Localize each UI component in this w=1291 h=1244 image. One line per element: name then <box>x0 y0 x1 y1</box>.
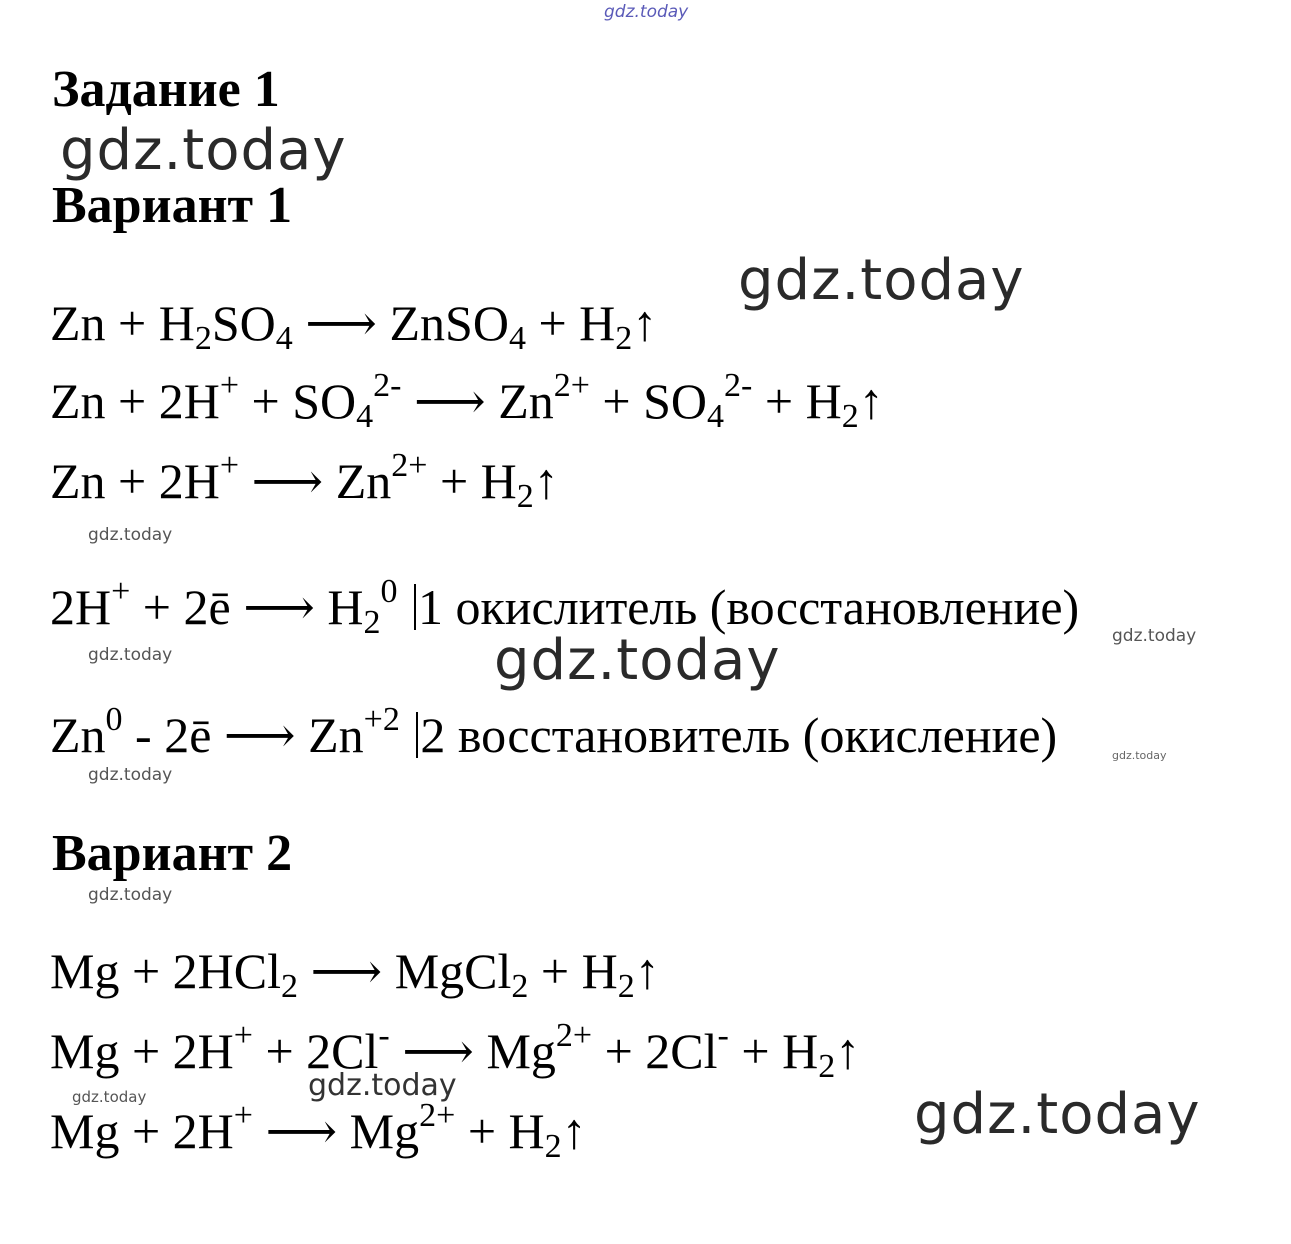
watermark-large-2: gdz.today <box>738 248 1025 313</box>
watermark-tiny-1: gdz.today <box>1112 749 1167 762</box>
variant2-molecular-equation: Mg + 2HCl$_2$ ⟶ MgCl$_2$ + $H_2↑$ <box>50 943 660 1005</box>
reduction-half-reaction: 2H+ + 2ē ⟶ $H_2^0$ 1 окислитель (восстановление) <box>50 573 1080 641</box>
watermark-large-4: gdz.today <box>914 1082 1201 1147</box>
watermark-large-1: gdz.today <box>60 118 347 183</box>
watermark-small-4: gdz.today <box>88 765 173 785</box>
balance-bar <box>414 584 416 630</box>
watermark-small-5: gdz.today <box>88 885 173 905</box>
watermark-top: gdz.today <box>604 2 689 22</box>
watermark-large-3: gdz.today <box>494 628 781 693</box>
watermark-small-3: gdz.today <box>1112 626 1197 646</box>
watermark-small-1: gdz.today <box>88 525 173 545</box>
variant-1-heading: Вариант 1 <box>52 177 293 234</box>
watermark-small-2: gdz.today <box>88 645 173 665</box>
variant2-full-ionic-equation: Mg + 2H+ + 2Cl- ⟶ $Mg^{2+} + 2Cl^-$ + $H_2↑$ <box>50 1017 861 1085</box>
variant2-short-ionic-equation: Mg + 2H+ ⟶ $Mg^{2+}$ + $H_2↑$ <box>50 1097 587 1165</box>
variant1-full-ionic-equation: $Zn + 2H^+ + SO_4^{2-}$ ⟶ $Zn^{2+} + SO_4^{2-}$ + $H_2↑$ <box>50 367 884 435</box>
variant-2-heading: Вариант 2 <box>52 825 293 882</box>
watermark-medium-1: gdz.today <box>308 1068 457 1103</box>
variant1-molecular-equation: $Zn + H_2SO_4$ ⟶ ZnSO$_4$ + $H_2↑$ <box>50 295 658 357</box>
oxidation-half-reaction: Zn$^0$ - 2ē ⟶ $Zn^{+2}$ 2 восстановитель (окисление) <box>50 701 1058 763</box>
variant1-short-ionic-equation: Zn + 2H+ ⟶ $Zn^{2+}$ + $H_2↑$ <box>50 447 559 515</box>
watermark-small-6: gdz.today <box>72 1088 147 1106</box>
balance-bar <box>416 712 418 758</box>
task-heading: Задание 1 <box>52 61 280 118</box>
